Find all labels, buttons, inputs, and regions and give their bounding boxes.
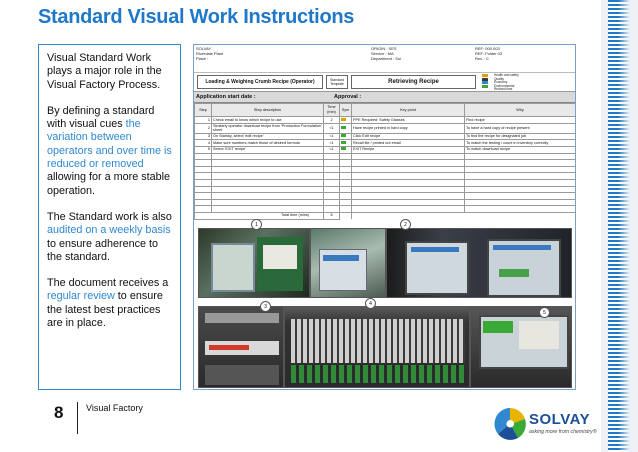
- table-row: 1 Check email to know which recipe to use 2 PPE Required: Safety Glasses Find recipe: [195, 117, 576, 124]
- photo-marker-4: 4: [365, 298, 376, 309]
- col-why: Why: [465, 104, 576, 117]
- paragraph-definition: By defining a standard with visual cues the variation between operators and over time is reduced or removed allowing for a more stable operation.: [47, 104, 172, 197]
- photo-screen-2: [310, 228, 386, 298]
- table-row: 3 On Starsky, select 'edit recipe' <1 Click Edit recipe To find the recipe for designated job: [195, 133, 576, 140]
- table-row-empty: [195, 186, 576, 193]
- quality-icon: [341, 134, 346, 137]
- col-symbol: Sym: [340, 104, 352, 117]
- quality-icon: [341, 147, 346, 150]
- photo-panel-5: [284, 306, 470, 388]
- table-row: 2 Similarly operator download recipe from 'Production Formulation' sheet <1 Have recipe printed in hard copy To have a hard copy of recipe present: [195, 123, 576, 133]
- photo-screen-1: [198, 228, 310, 298]
- work-instruction-document: [193, 44, 576, 390]
- description-textbox: [38, 44, 181, 390]
- col-step: Step: [195, 104, 212, 117]
- operation-title: Loading & Weighing Crumb Recipe (Operator): [197, 75, 323, 89]
- table-row: 5 Select 'EXIT recipe' <1 EXIT Recipe To match download recipe: [195, 146, 576, 153]
- footer-label: Visual Factory: [86, 403, 143, 413]
- footer-divider: [77, 402, 78, 434]
- col-time: Time (min): [324, 104, 340, 117]
- legend-environment: Environmental: [494, 83, 515, 88]
- procedure-title: Retrieving Recipe: [351, 75, 476, 89]
- steps-table: [194, 103, 576, 220]
- table-row-empty: [195, 206, 576, 213]
- approval-label: Approval :: [334, 94, 362, 100]
- table-row-empty: [195, 173, 576, 180]
- table-row: 4 Make sure numbers match those of desired formula <1 Recall file / printed out email To match the testing / count in inventory correctly: [195, 140, 576, 147]
- col-description: Step description: [212, 104, 324, 117]
- total-time-label: Total time (mins): [195, 212, 324, 219]
- table-row-empty: [195, 160, 576, 167]
- table-row-empty: [195, 166, 576, 173]
- photo-marker-3: 3: [260, 301, 271, 312]
- safety-icon: [341, 118, 346, 121]
- photo-panel-4: [198, 306, 284, 388]
- col-key-point: Key point: [352, 104, 465, 117]
- legend-icons: [482, 74, 490, 88]
- photo-marker-2: 2: [400, 219, 411, 230]
- photo-marker-1: 1: [251, 219, 262, 230]
- logo-tagline: asking more from chemistry®: [529, 429, 597, 435]
- total-time-value: 6: [324, 212, 340, 219]
- photo-marker-5: 5: [539, 307, 550, 318]
- legend-time: Revised time: [494, 87, 513, 91]
- slide-title: Standard Visual Work Instructions: [38, 6, 355, 28]
- table-row-empty: [195, 199, 576, 206]
- table-row-empty: [195, 153, 576, 160]
- paragraph-intro: Visual Standard Work plays a major role in the Visual Factory Process.: [47, 52, 162, 91]
- table-row-empty: [195, 193, 576, 200]
- total-time-row: [195, 212, 576, 219]
- steps-table-header: [195, 104, 576, 117]
- application-start-label: Application start date :: [196, 94, 256, 100]
- quality-icon: [341, 141, 346, 144]
- table-row-empty: [195, 179, 576, 186]
- legend-quality: Quality: [494, 76, 504, 81]
- standard-label: Standard Template: [326, 75, 348, 89]
- approval-row: [194, 92, 575, 103]
- quality-icon: [341, 126, 346, 129]
- symbol-legend: [480, 74, 572, 90]
- legend-economy: Economy: [494, 80, 508, 84]
- document-header: SOLVAY Riverdale Plant Place : ORIGIN : SES Service : MA Department : Sul REF: 000 003 REF: Folder 03 Rev. : 0: [194, 45, 575, 73]
- page-number: 8: [54, 403, 64, 422]
- legend-health: Health and safety: [494, 73, 519, 77]
- photo-screen-3: [386, 228, 572, 298]
- decorative-side-bar: [601, 0, 638, 452]
- operation-title-row: [194, 73, 575, 92]
- logo-name: SOLVAY: [529, 411, 591, 428]
- paragraph-review: The document receives a regular review to ensure the latest best practices are in place.: [47, 277, 169, 330]
- photo-panel-6: [470, 306, 572, 388]
- paragraph-audit: The Standard work is also audited on a weekly basis to ensure adherence to the standard.: [47, 210, 172, 263]
